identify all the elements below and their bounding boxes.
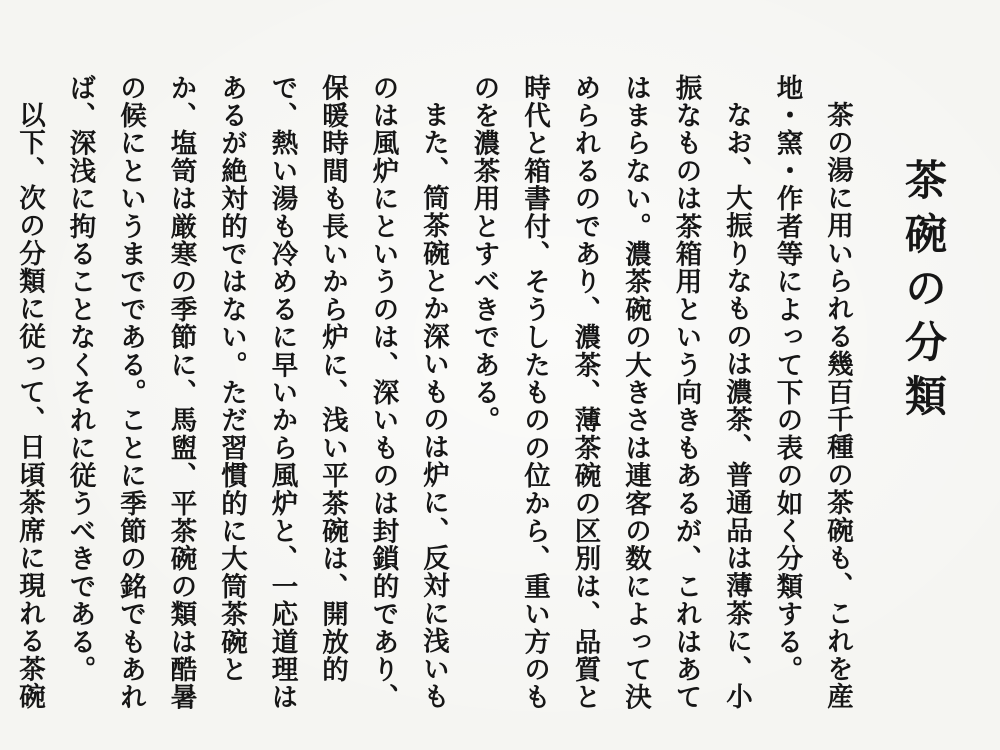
paragraph-following-explanation: 以下、次の分類に従って、日頃茶席に現れる茶碗 xyxy=(14,100,45,710)
body-text xyxy=(0,74,862,714)
page-title: 茶碗の分類 xyxy=(899,158,948,428)
paragraph-classification-intro: 茶の湯に用いられる幾百千種の茶碗も、これを産地・窯・作者等によって下の表の如く分類する。 xyxy=(771,74,853,710)
paragraph-ro-furo: また、筒茶碗とか深いものは炉に、反対に浅いものは風炉にというのは、深いものは封鎖的であり、保暖時間も長いから炉に、浅い平茶碗は、開放的で、熱い湯も冷めるに早いから風炉と、一応道理はあるが絶対的ではない。ただ習慣的に大筒茶碗とか、塩笥は厳寒の季節に、馬盥、平茶碗の類は酷暑の候にというまでである。ことに季節の銘でもあれば、深浅に拘ることなくそれに従うべきである。 xyxy=(64,74,449,712)
paragraph-koicha-usucha: なお、大振りなものは濃茶、普通品は薄茶に、小振なものは茶箱用という向きもあるが、これはあてはまらない。濃茶碗の大きさは連客の数によって決められるのであり、濃茶、薄茶碗の区別は、品質と時代と箱書付、そうしたものの位から、重い方のものを濃茶用とすべきである。 xyxy=(468,74,752,712)
